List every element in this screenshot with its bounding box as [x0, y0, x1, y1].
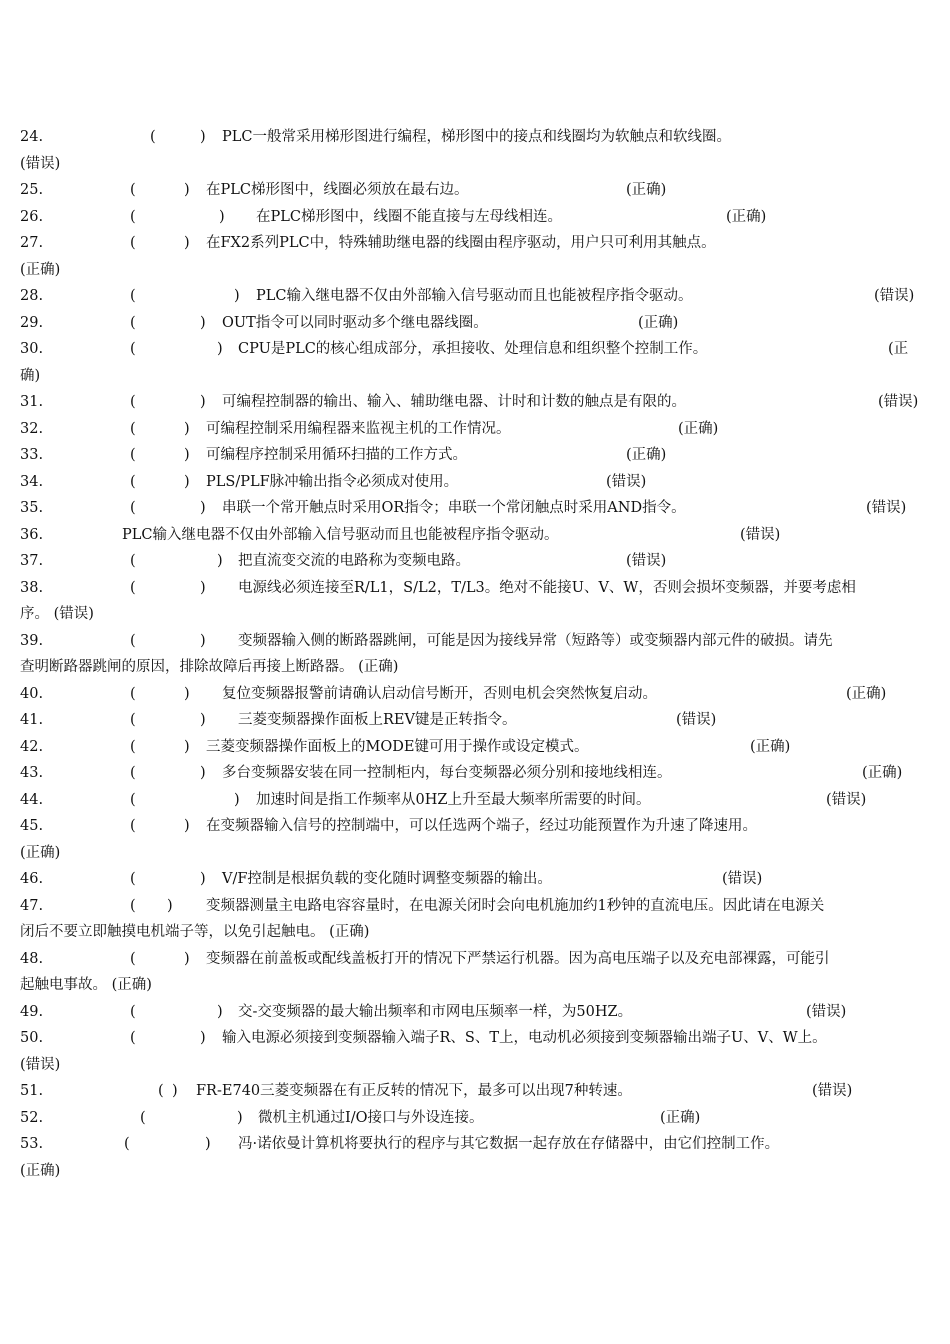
question-item [0, 548, 950, 575]
answer-label: (错误) [878, 394, 919, 410]
answer-blank-open: ( [130, 765, 136, 781]
question-number: 36. [20, 526, 44, 543]
answer-label: (正确) [726, 208, 767, 225]
question-item [0, 893, 950, 946]
answer-label: (错误) [676, 712, 717, 728]
question-item [0, 866, 950, 893]
question-continuation: (正确) [20, 844, 61, 861]
question-text: 电源线必须连接至R/L1，S/L2，T/L3。绝对不能接U、V、W，否则会损坏变频器，并要考虑相 [238, 579, 856, 596]
question-text: 冯·诺依曼计算机将要执行的程序与其它数据一起存放在存储器中，由它们控制工作。 [238, 1136, 780, 1152]
answer-blank-close: ) [217, 341, 223, 357]
answer-blank-open: ( [130, 632, 136, 649]
answer-blank-close: ) [234, 288, 240, 304]
answer-label: (错误) [874, 288, 915, 304]
answer-blank-open: ( [130, 685, 136, 702]
question-continuation: (正确) [20, 261, 61, 278]
answer-blank-close: ) [184, 420, 190, 437]
answer-blank-close: ) [167, 897, 173, 914]
question-number: 53. [20, 1136, 44, 1152]
answer-blank-close: ) [184, 182, 190, 198]
answer-label: (错误) [866, 500, 907, 516]
question-number: 28. [20, 288, 44, 304]
answer-blank-open: ( [130, 341, 136, 357]
question-continuation: (错误) [20, 1056, 61, 1073]
question-text: 交-交变频器的最大输出频率和市网电压频率一样，为50HZ。 [238, 1003, 633, 1020]
question-item [0, 1105, 950, 1132]
question-item [0, 628, 950, 681]
answer-label: (正确) [660, 1109, 701, 1126]
question-item [0, 336, 950, 389]
answer-blank-open: ( [130, 712, 136, 728]
answer-blank-close: ) [172, 1083, 178, 1099]
question-text: PLC一般常采用梯形图进行编程，梯形图中的接点和线圈均为软触点和软线圈。 [222, 129, 731, 145]
answer-label: (错误) [626, 553, 667, 569]
question-number: 49. [20, 1003, 44, 1020]
question-continuation: (正确) [20, 1162, 61, 1179]
question-item [0, 204, 950, 231]
question-number: 39. [20, 632, 44, 649]
answer-label: (正确) [862, 765, 903, 781]
question-item [0, 469, 950, 496]
question-item [0, 813, 950, 866]
answer-blank-close: ) [200, 632, 206, 649]
question-number: 31. [20, 394, 44, 410]
answer-blank-open: ( [150, 129, 156, 145]
answer-blank-open: ( [130, 791, 136, 808]
question-text: 可编程控制采用编程器来监视主机的工作情况。 [206, 420, 511, 437]
question-item [0, 416, 950, 443]
question-text: PLS/PLF脉冲输出指令必须成对使用。 [206, 473, 459, 490]
question-number: 32. [20, 420, 44, 437]
question-number: 46. [20, 871, 44, 887]
question-continuation: 确) [20, 367, 41, 384]
answer-blank-close: ) [200, 712, 206, 728]
answer-blank-close: ) [234, 791, 240, 808]
answer-blank-open: ( [130, 1003, 136, 1020]
question-text: 复位变频器报警前请确认启动信号断开，否则电机会突然恢复启动。 [222, 685, 657, 702]
answer-blank-close: ) [200, 765, 206, 781]
answer-blank-open: ( [130, 738, 136, 755]
question-continuation: 序。 (错误) [20, 606, 94, 622]
question-item [0, 522, 950, 549]
question-text: 变频器输入侧的断路器跳闸，可能是因为接线异常（短路等）或变频器内部元件的破损。请先 [238, 632, 833, 649]
answer-blank-close: ) [184, 235, 190, 251]
question-text: 多台变频器安装在同一控制柜内，每台变频器必须分别和接地线相连。 [222, 765, 672, 781]
question-text: CPU是PLC的核心组成部分，承担接收、处理信息和组织整个控制工作。 [238, 341, 708, 357]
answer-blank-close: ) [184, 447, 190, 463]
answer-blank-open: ( [130, 897, 136, 914]
answer-blank-close: ) [184, 473, 190, 490]
question-number: 25. [20, 182, 44, 198]
answer-label: (正确) [638, 314, 679, 331]
question-number: 38. [20, 579, 44, 596]
answer-blank-open: ( [130, 288, 136, 304]
question-text: 在PLC梯形图中，线圈不能直接与左母线相连。 [256, 208, 562, 225]
question-number: 26. [20, 208, 44, 225]
answer-blank-close: ) [219, 208, 225, 225]
question-number: 45. [20, 818, 44, 834]
answer-blank-open: ( [130, 314, 136, 331]
question-text: 变频器测量主电路电容容量时，在电源关闭时会向电机施加约1秒钟的直流电压。因此请在电源关 [206, 897, 825, 914]
answer-blank-close: ) [184, 738, 190, 755]
answer-label: (正 [888, 341, 909, 357]
question-continuation: 闭后不要立即触摸电机端子等，以免引起触电。 (正确) [20, 924, 370, 940]
question-item [0, 1131, 950, 1184]
answer-label: (错误) [722, 871, 763, 887]
question-text: 在FX2系列PLC中，特殊辅助继电器的线圈由程序驱动，用户只可利用其触点。 [206, 235, 716, 251]
answer-blank-close: ) [184, 685, 190, 702]
question-text: 可编程序控制采用循环扫描的工作方式。 [206, 447, 467, 463]
answer-blank-open: ( [140, 1109, 146, 1126]
question-text: 三菱变频器操作面板上REV键是正转指令。 [238, 712, 517, 728]
answer-blank-close: ) [184, 818, 190, 834]
answer-blank-open: ( [130, 420, 136, 437]
question-item [0, 787, 950, 814]
answer-label: (正确) [678, 420, 719, 437]
answer-blank-open: ( [130, 1030, 136, 1046]
question-number: 48. [20, 950, 44, 967]
question-item [0, 310, 950, 337]
question-number: 37. [20, 553, 44, 569]
answer-label: (错误) [740, 526, 781, 543]
question-item [0, 283, 950, 310]
answer-blank-open: ( [130, 182, 136, 198]
question-number: 50. [20, 1030, 44, 1046]
answer-blank-close: ) [200, 129, 206, 145]
answer-blank-open: ( [130, 208, 136, 225]
question-number: 24. [20, 129, 44, 145]
question-text: 加速时间是指工作频率从0HZ上升至最大频率所需要的时间。 [256, 791, 651, 808]
answer-label: (错误) [806, 1003, 847, 1020]
question-item [0, 124, 950, 177]
answer-blank-open: ( [158, 1083, 164, 1099]
question-text: PLC输入继电器不仅由外部输入信号驱动而且也能被程序指令驱动。 [122, 526, 559, 543]
question-number: 30. [20, 341, 44, 357]
question-number: 34. [20, 473, 44, 490]
question-text: 三菱变频器操作面板上的MODE键可用于操作或设定模式。 [206, 738, 589, 755]
question-item [0, 1078, 950, 1105]
question-number: 47. [20, 897, 44, 914]
question-number: 44. [20, 791, 44, 808]
question-item [0, 760, 950, 787]
question-continuation: 查明断路器跳闸的原因，排除故障后再接上断路器。 (正确) [20, 659, 399, 675]
question-text: 可编程控制器的输出、输入、辅助继电器、计时和计数的触点是有限的。 [222, 394, 686, 410]
answer-blank-close: ) [217, 1003, 223, 1020]
answer-label: (错误) [826, 791, 867, 808]
answer-label: (错误) [606, 473, 647, 490]
question-text: 串联一个常开触点时采用OR指令；串联一个常闭触点时采用AND指令。 [222, 500, 686, 516]
question-item [0, 1025, 950, 1078]
answer-blank-close: ) [200, 394, 206, 410]
question-item [0, 707, 950, 734]
answer-blank-open: ( [130, 950, 136, 967]
question-number: 51. [20, 1083, 44, 1099]
question-text: 微机主机通过I/O接口与外设连接。 [258, 1109, 484, 1126]
question-item [0, 575, 950, 628]
answer-blank-close: ) [217, 553, 223, 569]
question-text: FR-E740三菱变频器在有正反转的情况下，最多可以出现7种转速。 [196, 1083, 632, 1099]
question-text: 变频器在前盖板或配线盖板打开的情况下严禁运行机器。因为高电压端子以及充电部裸露，可能引 [206, 950, 830, 967]
question-number: 52. [20, 1109, 44, 1126]
answer-blank-open: ( [130, 473, 136, 490]
question-number: 41. [20, 712, 44, 728]
answer-blank-open: ( [130, 871, 136, 887]
answer-blank-close: ) [184, 950, 190, 967]
answer-label: (正确) [626, 447, 667, 463]
question-number: 27. [20, 235, 44, 251]
question-item [0, 495, 950, 522]
question-continuation: 起触电事故。 (正确) [20, 977, 152, 993]
question-text: PLC输入继电器不仅由外部输入信号驱动而且也能被程序指令驱动。 [256, 288, 693, 304]
answer-label: (正确) [626, 182, 667, 198]
question-item [0, 442, 950, 469]
answer-blank-close: ) [200, 871, 206, 887]
answer-blank-close: ) [237, 1109, 243, 1126]
answer-blank-open: ( [130, 579, 136, 596]
answer-blank-open: ( [130, 500, 136, 516]
answer-blank-close: ) [205, 1136, 211, 1152]
question-number: 29. [20, 314, 44, 331]
question-item [0, 389, 950, 416]
question-text: 输入电源必须接到变频器输入端子R、S、T上，电动机必须接到变频器输出端子U、V、W上。 [222, 1030, 827, 1046]
question-text: 在PLC梯形图中，线圈必须放在最右边。 [206, 182, 469, 198]
question-item [0, 230, 950, 283]
answer-blank-open: ( [130, 553, 136, 569]
answer-label: (错误) [812, 1083, 853, 1099]
answer-blank-open: ( [130, 235, 136, 251]
question-continuation: (错误) [20, 155, 61, 172]
answer-label: (正确) [846, 685, 887, 702]
question-number: 43. [20, 765, 44, 781]
answer-blank-open: ( [130, 394, 136, 410]
answer-blank-open: ( [130, 447, 136, 463]
answer-blank-close: ) [200, 1030, 206, 1046]
question-number: 40. [20, 685, 44, 702]
question-item [0, 681, 950, 708]
question-text: V/F控制是根据负载的变化随时调整变频器的输出。 [222, 871, 552, 887]
answer-blank-close: ) [200, 579, 206, 596]
question-item [0, 999, 950, 1026]
answer-blank-open: ( [124, 1136, 130, 1152]
question-number: 33. [20, 447, 44, 463]
answer-blank-close: ) [200, 500, 206, 516]
answer-label: (正确) [750, 738, 791, 755]
question-number: 42. [20, 738, 44, 755]
answer-blank-close: ) [200, 314, 206, 331]
question-item [0, 177, 950, 204]
question-text: 把直流变交流的电路称为变频电路。 [238, 553, 470, 569]
answer-blank-open: ( [130, 818, 136, 834]
question-item [0, 946, 950, 999]
question-item [0, 734, 950, 761]
question-number: 35. [20, 500, 44, 516]
question-text: OUT指令可以同时驱动多个继电器线圈。 [222, 314, 488, 331]
question-text: 在变频器输入信号的控制端中，可以任选两个端子，经过功能预置作为升速了降速用。 [206, 818, 757, 834]
